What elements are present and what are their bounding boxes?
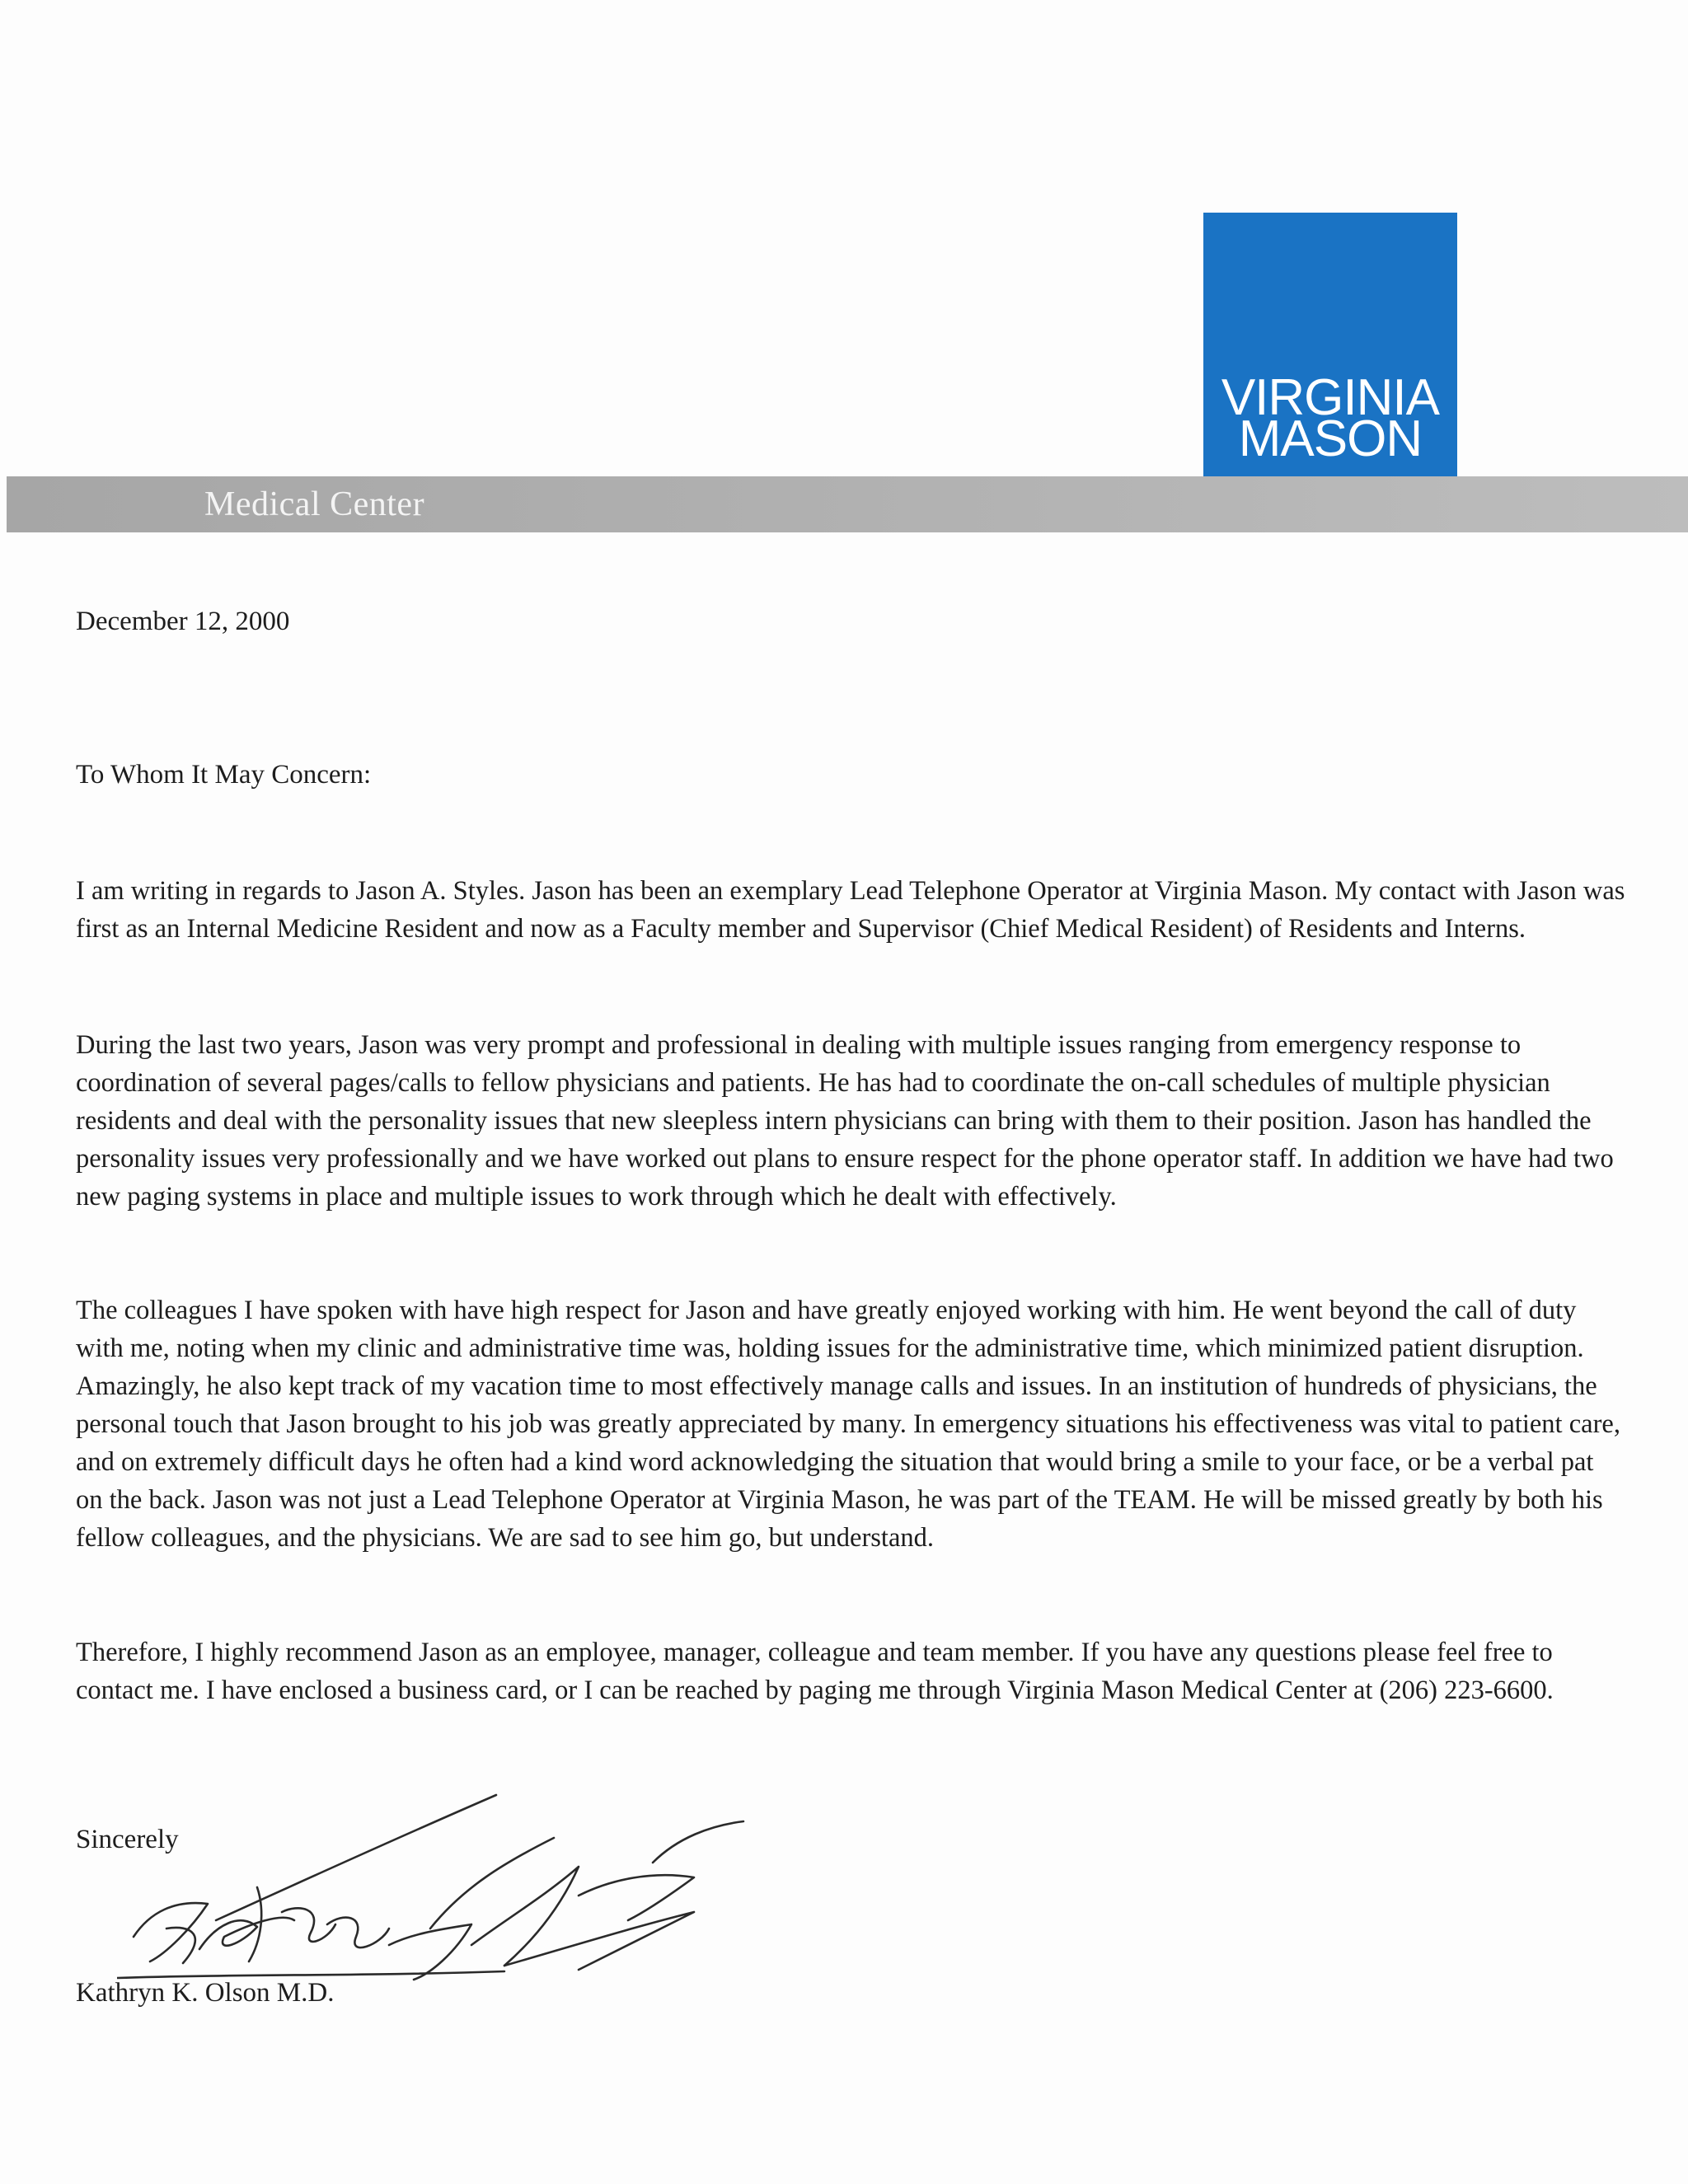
letterhead-band-label: Medical Center	[204, 485, 425, 523]
letter-paragraph-1: I am writing in regards to Jason A. Styles. Jason has been an exemplary Lead Telephone Operator at Virginia Mason. My contact with Jason was first as an Internal Medicine Resident and now as a Faculty member and Supervisor (Chief Medical Resident) of Residents and Interns.	[76, 876, 1625, 944]
signer-name: Kathryn K. Olson M.D.	[76, 1978, 335, 2008]
letterhead-band	[7, 476, 1688, 532]
logo-line-virginia: VIRGINIA	[1221, 369, 1439, 426]
letter-paragraph-2: During the last two years, Jason was very prompt and professional in dealing with multiple issues ranging from emergency response to coordination of several pages/calls to fellow physicians and patients. He has had to coordinate the on-call schedules of multiple physician residents and deal with the personality issues that new sleepless intern physicians can bring with them to their position. Jason has handled the personality issues very professionally and we have worked out plans to ensure respect for the phone operator staff. In addition we have had two new paging systems in place and multiple issues to work through which he dealt with effectively.	[76, 1030, 1614, 1212]
letter-salutation: To Whom It May Concern:	[76, 760, 372, 790]
virginia-mason-logo	[1203, 213, 1457, 483]
handwritten-signature	[117, 1788, 834, 1986]
letter-paragraph-3: The colleagues I have spoken with have high respect for Jason and have greatly enjoyed working with him. He went beyond the call of duty with me, noting when my clinic and administrative time was, holding issues for the administrative time, which minimized patient disruption. Amazingly, he also kept track of my vacation time to most effectively manage calls and issues. In an institution of hundreds of physicians, the personal touch that Jason brought to his job was greatly appreciated by many. In emergency situations his effectiveness was vital to patient care, and on extremely difficult days he often had a kind word acknowledging the situation that would bring a smile to your face, or be a verbal pat on the back. Jason was not just a Lead Telephone Operator at Virginia Mason, he was part of the TEAM. He will be missed greatly by both his fellow colleagues, and the physicians. We are sad to see him go, but understand.	[76, 1296, 1620, 1553]
letter-closing: Sincerely	[76, 1825, 179, 1854]
letter-date: December 12, 2000	[76, 607, 290, 636]
letter-paragraph-4: Therefore, I highly recommend Jason as an employee, manager, colleague and team member. If you have any questions please feel free to contact me. I have enclosed a business card, or I can be reached by paging me through Virginia Mason Medical Center at (206) 223-6600.	[76, 1638, 1554, 1705]
logo-line-mason: MASON	[1238, 410, 1423, 467]
logo-wordmark	[1221, 369, 1439, 467]
